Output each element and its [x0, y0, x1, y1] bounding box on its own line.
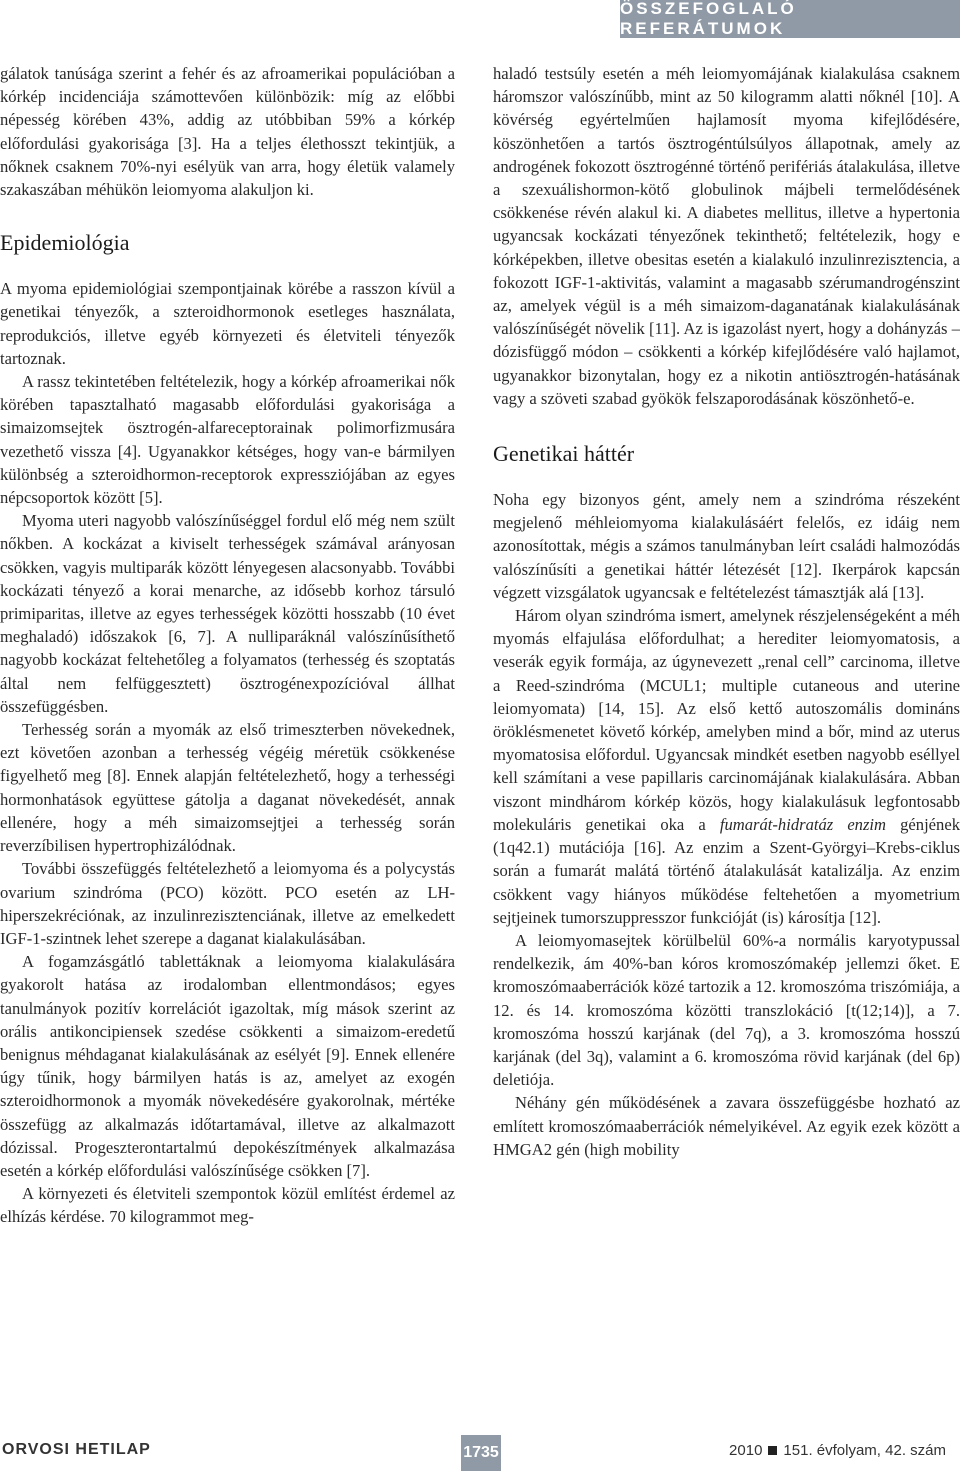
heading-genetikai-hatter: Genetikai háttér — [493, 441, 635, 467]
paragraph: Terhesség során a myomák az első trimeszterben növekednek, ezt követően azonban a terhesség végéig méretük csökkenése figyelhető meg [8]. Ennek alapján feltételezhető, hogy a terhességi hormonhatások együttese gátolja a daganat növekedését, annak ellenére, hogy a méh simaizomsejtjei a terhesség során reverzíbilisen hypertrophizálódnak. — [0, 720, 455, 856]
paragraph: A rassz tekintetében feltételezik, hogy a kórkép afroamerikai nők körében tapasztalható magasabb előfordulási gyakorisága a simaizomsejtek ösztrogén-alfareceptorainak polimorfizmusára vezethető vissza [4]. Ugyanakkor kétséges, hogy van-e bármilyen különbség a szteroidhormon-receptorok expressziójában az egyes népcsoportok között [5]. — [0, 372, 455, 508]
paragraph-intro: gálatok tanúsága szerint a fehér és az afroamerikai populációban a kórkép incidenciája számottevően különbözik: míg az előbbi népesség körében 43%, addig az utóbbiban 59% a kórkép előfordulási gyakorisága [3]. Ha a teljes élethosszt tekintjük, a nőknek csaknem 70%-nyi esélyük van arra, hogy életük valamely szakaszában méhükön leiomyoma alakuljon ki. — [0, 64, 455, 200]
paragraph: A leiomyomasejtek körülbelül 60%-a normális karyotypussal rendelkezik, ám 40%-ban kóros kromoszómakép jellemzi őket. E kromoszómaaberrációk közé tartozik a 12. kromoszóma triszómiája, a 12. és 14. kromoszóma közötti transzlokáció [t(12;14)], a 7. kromoszóma hosszú karjának (del 7q), a 3. kromoszóma hosszú karjának (del 3q), valamint a 6. kromoszóma rövid karjának (del 6p) deletiója. — [493, 930, 960, 1090]
volume-issue: 151. évfolyam, 42. szám — [783, 1442, 946, 1459]
paragraph: Néhány gén működésének a zavara összefüggésbe hozható az említett kromoszómaaberrációk némelyikével. Az egyik ezek között a HMGA2 gén (high mobility — [493, 1093, 960, 1159]
page-header — [0, 0, 960, 40]
paragraph: Myoma uteri nagyobb valószínűséggel fordul elő még nem szült nőkben. A kockázat a kiviselt terhességek számával arányosan csökken, vagyis multiparák között lényegesen alacsonyabb. További kockázati tényező a korai menarche, az idősebb korhoz társuló primiparitas, illetve az egyes terhességek közötti hosszabb (10 évet meghaladó) időszakok [6, 7]. A nulliparáknál valószínűsíthető nagyobb kockázat feltehetőleg a folyamatos (terhesség és szoptatás által nem felfüggesztett) ösztrogénexpozícióval állhat összefüggésben. — [0, 511, 455, 716]
text-run: Három olyan szindróma ismert, amelynek részjelenségeként a méh myomás elfajulása előfordulhat; a herediter leiomyomatosis, a veserák egyik formája, az úgynevezett „renal cell” carcinoma, illetve a Reed-szindróma (MCUL1; multiple cutaneous and uterine leiomyomata) [14, 15]. Az első kettő autoszomális domináns öröklésmenetet követő kórkép, amelyben mind a bőr, mind az uterus myomatosisa előfordul. Ugyancsak mindkét esetben nagyobb eséllyel kell számítani a vese papillaris carcinomájának kialakulására. Abban viszont mindhárom kórkép közös, hogy kialakulásuk legfontosabb molekuláris genetikai oka a — [493, 606, 960, 834]
paragraph: További összefüggés feltételezhető a leiomyoma és a polycystás ovarium szindróma (PCO) között. PCO esetén az LH-hiperszekréciónak, az inzulinrezisztenciának, illetve az emelkedett IGF-1-szintnek lehet szerepe a daganat kialakulásában. — [0, 859, 455, 948]
paragraph: A környezeti és életviteli szempontok közül említést érdemel az elhízás kérdése. 70 kilogrammot meg- — [0, 1184, 455, 1227]
paragraph: A fogamzásgátló tablettáknak a leiomyoma kialakulására gyakorolt hatása az irodalomban ellentmondásos; egyes tanulmányok pozitív korrelációt igazoltak, míg mások szerint az orális antikoncipiensek szedése csökkenti a simaizom-eredetű benignus méhdaganat kialakulásának az esélyét [9]. Ennek ellenére úgy tűnik, hogy bármilyen hatás is az, amelyet az exogén szteroidhormonok a myomák növekedésére gyakorolnak, mértéke összefügg az alkalmazás időtartamával, illetve az alkalmazott dózissal. Progeszterontartalmú depokészítmények alkalmazása esetén a kórkép előfordulási valószínűsége csökken [7]. — [0, 952, 455, 1180]
paragraph-syndromes — [493, 604, 960, 929]
heading-epidemiologia: Epidemiológia — [0, 230, 130, 256]
year: 2010 — [729, 1442, 763, 1459]
page-number: 1735 — [461, 1435, 501, 1471]
square-bullet-icon — [768, 1446, 777, 1455]
left-column — [0, 62, 455, 1229]
italic-term: fumarát-hidratáz enzim — [719, 814, 887, 834]
page-footer — [0, 1435, 960, 1470]
right-column — [493, 62, 960, 1161]
text-run: génjének (1q42.1) mutációja [16]. Az enzim a Szent-Györgyi–Krebs-ciklus során a fumarát malátá történő átalakulását katalizálja. Az enzim csökkent vagy hiányos működése feltehetően a myometrium sejtjeinek tumorszuppresszor funkcióját (is) károsítja [12]. — [493, 814, 960, 927]
paragraph-continued: haladó testsúly esetén a méh leiomyomájának kialakulása csaknem háromszor valószínűbb, mint az 50 kilogramm alatti nőknél [10]. A kövérség egyértelműen hajlamosít myoma kifejlődésére, köszönhetően a tartós ösztrogéntúlsúlyos állapotnak, amely az androgének fokozott ösztrogénné történő perifériás átalakulása, illetve a szexuálishormon-kötő globulinok májbeli termelődésének csökkenése révén alakul ki. A diabetes mellitus, illetve a hypertonia ugyancsak kockázati tényezőnek tekinthető; feltételezik, hogy e kórképekben, illetve obesitas esetén a kialakuló inzulinrezisztencia, a fokozott IGF-1-aktivitás, valamint a magasabb szérumandrogénszint az, amelyek végül is a méh simaizom-daganatának kialakulásának valószínűségét növelik [11]. Az is igazolást nyert, hogy a dohányzás – dózisfüggő módon – csökkenti a kórkép kifejlődésére való hajlamot, ugyanakkor bizonytalan, hogy ez a nikotin antiösztrogén-hatásának vagy a szöveti szabad gyökök felszaporodásának köszönhető-e. — [493, 64, 960, 408]
section-label: ÖSSZEFOGLALÓ REFERÁTUMOK — [620, 0, 960, 38]
journal-name: ORVOSI HETILAP — [2, 1441, 151, 1458]
paragraph: A myoma epidemiológiai szempontjainak körébe a rasszon kívül a genetikai tényezők, a szteroidhormonok esetleges használata, reprodukciós, illetve egyéb környezeti és életviteli tényezők tartoznak. — [0, 279, 455, 368]
paragraph: Noha egy bizonyos gént, amely nem a szindróma részeként megjelenő méhleiomyoma kialakulásáért felelős, ez idáig nem azonosítottak, mégis a számos tanulmányban leírt családi halmozódás valószínűsíti a genetikai háttér létezését [12]. Ikerpárok kapcsán végzett vizsgálatok ugyancsak e feltételezést támasztják alá [13]. — [493, 490, 960, 602]
issue-info — [729, 1442, 946, 1459]
